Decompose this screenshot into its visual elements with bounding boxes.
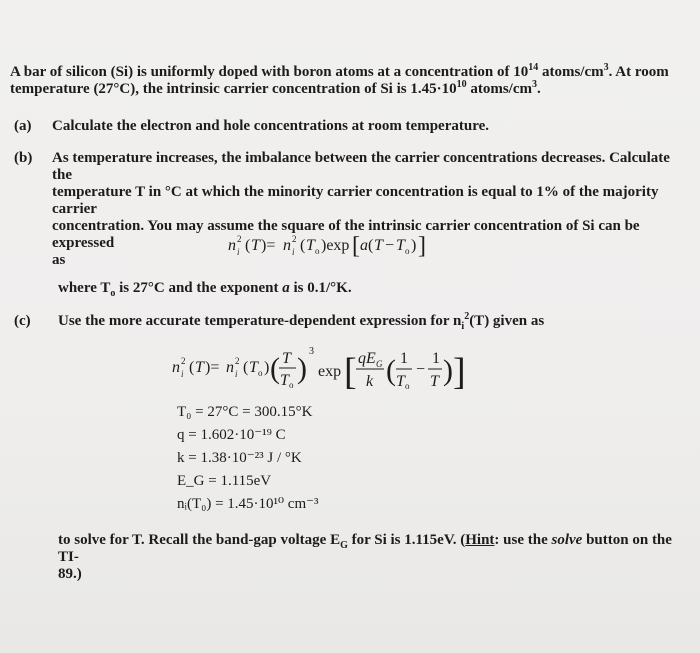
svg-text:i: i [292, 247, 295, 257]
part-a-label: (a) [14, 118, 32, 134]
svg-text:T: T [374, 237, 383, 254]
svg-text:o: o [315, 246, 320, 256]
intro-line-2: temperature (27°C), the intrinsic carrier concentration of Si is $1.45\cdot 10^{10}$ atoms/$cm^3$. [10, 79, 541, 97]
svg-text:): ) [443, 354, 453, 387]
svg-text:o: o [405, 246, 410, 256]
svg-text:(: ( [386, 354, 396, 387]
svg-text:−: − [416, 361, 426, 378]
closing-line-2: 89.) [58, 566, 82, 582]
svg-text:2: 2 [235, 356, 240, 366]
svg-text:T: T [249, 359, 258, 376]
svg-text:1: 1 [432, 350, 440, 367]
svg-text:G: G [376, 359, 383, 369]
svg-text:o: o [289, 380, 294, 390]
param-eg: E_G = 1.115eV [177, 473, 272, 489]
intro-paragraph [10, 64, 690, 98]
svg-text:T: T [396, 237, 405, 254]
intro-line-1: A bar of silicon (Si) is uniformly doped with boron atoms at a concentration of $10^{14}$ atoms/$cm^3$. At room [10, 62, 669, 80]
svg-text:qE: qE [358, 350, 376, 367]
svg-text:T: T [251, 237, 260, 254]
svg-text:(: ( [243, 359, 249, 376]
svg-text:−: − [385, 237, 395, 254]
svg-text:(: ( [270, 352, 280, 385]
part-c-closing [58, 532, 694, 583]
svg-text:n: n [228, 237, 236, 254]
closing-line-1: to solve for T. Recall the band-gap voltage $E_G$ for Si is 1.115eV. (Hint: use the solve button on the TI- [58, 532, 672, 565]
svg-text:T: T [306, 237, 315, 254]
svg-text:): ) [411, 237, 417, 254]
param-k: k = 1.38·10⁻²³ J / °K [177, 450, 302, 466]
svg-text:2: 2 [292, 234, 297, 244]
parameter-list-svg [177, 402, 377, 517]
part-b-line-3: concentration. You may assume the square of the intrinsic carrier concentration of Si can be expressed [52, 218, 640, 251]
svg-text:n: n [172, 359, 180, 376]
part-b-line-4: as [52, 252, 66, 268]
svg-text:[: [ [352, 233, 360, 259]
svg-text:2: 2 [237, 234, 242, 244]
param-ni: nᵢ(T₀) = 1.45·10¹⁰ cm⁻³ [177, 496, 319, 512]
svg-text:T: T [282, 350, 291, 367]
param-t0: T₀ = 27°C = 300.15°K [177, 404, 313, 420]
svg-text:[: [ [344, 351, 357, 393]
part-c-text: Use the more accurate temperature-dependent expression for $n_i^2(T)$ given as [58, 311, 545, 332]
svg-text:2: 2 [181, 356, 186, 366]
svg-text:)exp: )exp [321, 237, 350, 254]
svg-text:): ) [264, 359, 270, 376]
svg-text:k: k [366, 373, 374, 390]
part-b-line-2: temperature T in °C at which the minority carrier concentration is equal to 1% of the majority carrier [52, 184, 659, 217]
parameter-list [177, 402, 377, 522]
svg-text:i: i [235, 369, 238, 379]
svg-text:): ) [297, 352, 307, 385]
svg-text:i: i [181, 369, 184, 379]
svg-text:(: ( [300, 237, 306, 254]
part-b-line-1: As temperature increases, the imbalance between the carrier concentrations decreases. Calculate the [52, 150, 670, 183]
svg-text:T: T [396, 373, 405, 390]
svg-text:T: T [430, 373, 439, 390]
hint-label: Hint [465, 532, 495, 548]
svg-text:)=: )= [205, 359, 220, 376]
svg-text:o: o [258, 368, 263, 378]
svg-text:n: n [226, 359, 234, 376]
svg-text:1: 1 [400, 350, 408, 367]
svg-text:T: T [195, 359, 204, 376]
equation-c [172, 340, 472, 398]
equation-b [228, 228, 448, 262]
solve-word: solve [551, 532, 583, 548]
part-a-text: Calculate the electron and hole concentrations at room temperature. [52, 118, 489, 134]
svg-text:a: a [360, 237, 368, 254]
part-b-label: (b) [14, 150, 33, 166]
svg-text:(: ( [368, 237, 374, 254]
part-b-where-line: where $T_o$ is 27°C and the exponent a is 0.1/°K. [58, 280, 352, 299]
part-c-label: (c) [14, 313, 31, 329]
svg-text:3: 3 [309, 346, 314, 357]
svg-text:(: ( [245, 237, 251, 254]
svg-text:]: ] [418, 233, 426, 259]
svg-text:]: ] [453, 351, 466, 393]
svg-text:)=: )= [261, 237, 276, 254]
svg-text:i: i [237, 247, 240, 257]
param-q: q = 1.602·10⁻¹⁹ C [177, 427, 286, 443]
svg-text:T: T [280, 372, 289, 389]
svg-text:n: n [283, 237, 291, 254]
svg-text:exp: exp [318, 363, 342, 380]
svg-text:(: ( [189, 359, 195, 376]
svg-text:o: o [405, 381, 410, 391]
